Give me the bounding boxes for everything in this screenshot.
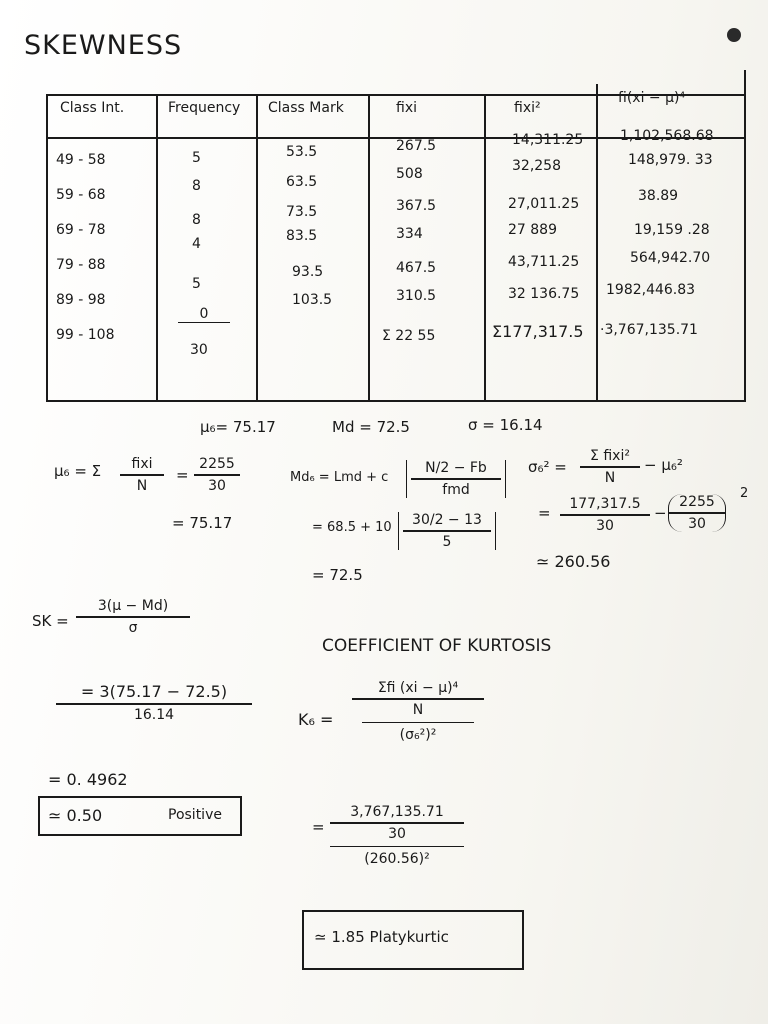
fraction-bar bbox=[330, 822, 464, 824]
fixi-cell: 267.5 bbox=[396, 138, 437, 154]
kurtosis-den-2: (260.56)² bbox=[364, 851, 430, 867]
variance-fraction-3 bbox=[668, 494, 726, 532]
median-num: N/2 − Fb bbox=[425, 460, 487, 476]
median-num-2: 30/2 − 13 bbox=[412, 512, 482, 528]
sk-num: 3(μ − Md) bbox=[97, 598, 169, 614]
variance-result: ≃ 260.56 bbox=[536, 552, 611, 571]
variance-fraction bbox=[580, 448, 640, 486]
header-fixi: fixi bbox=[396, 100, 417, 116]
variance-den-3: 30 bbox=[688, 515, 706, 532]
variance-lhs: σ₆² = bbox=[528, 458, 567, 476]
fi4-cell: 19,159 .28 bbox=[634, 222, 710, 238]
mean-fraction-2 bbox=[194, 456, 240, 494]
kurtosis-boxed-value: ≃ 1.85 Platykurtic bbox=[314, 928, 449, 946]
page-title: SKEWNESS bbox=[24, 30, 183, 61]
header-fixi2: fixi² bbox=[514, 100, 541, 116]
mean-lhs: μ₆ = Σ bbox=[54, 462, 102, 480]
variance-fraction-2 bbox=[560, 496, 650, 534]
variance-minus: − bbox=[654, 504, 667, 522]
mean-fraction bbox=[120, 456, 164, 494]
kurtosis-num-top: Σfi (xi − μ)⁴ bbox=[377, 680, 459, 696]
fraction-bar bbox=[330, 846, 464, 848]
kurtosis-heading: COEFFICIENT OF KURTOSIS bbox=[322, 636, 552, 656]
fixi2-cell: 27,011.25 bbox=[508, 196, 580, 212]
fixi2-total: Σ177,317.5 bbox=[492, 322, 584, 341]
kurtosis-answer-box bbox=[302, 910, 524, 970]
fi4-cell: 564,942.70 bbox=[630, 250, 711, 266]
fraction-bar bbox=[403, 530, 491, 532]
table-col-rule bbox=[46, 94, 48, 402]
mean-eq: = bbox=[176, 466, 189, 484]
variance-eq: = bbox=[538, 504, 551, 522]
fi4-cell: 1982,446.83 bbox=[606, 282, 696, 298]
fraction-bar bbox=[669, 512, 725, 514]
class-int-cell: 59 - 68 bbox=[56, 187, 106, 203]
frequency-cell: 0 bbox=[178, 306, 230, 323]
frequency-cell: 5 bbox=[192, 276, 201, 292]
fraction-bar bbox=[362, 722, 474, 724]
kurtosis-den: (σ₆²)² bbox=[399, 727, 437, 743]
fraction-bar bbox=[560, 514, 650, 516]
fi4-cell: 1,102,568.68 bbox=[620, 128, 714, 144]
sk-boxed-label: Positive bbox=[168, 807, 222, 823]
frequency-cell: 8 bbox=[192, 178, 201, 194]
mean-result: = 75.17 bbox=[172, 514, 233, 532]
fixi2-cell: 14,311.25 bbox=[512, 132, 584, 148]
variance-square: 2 bbox=[740, 486, 749, 501]
sk-den: σ bbox=[128, 619, 138, 636]
variance-num-2: 177,317.5 bbox=[569, 496, 641, 512]
kurtosis-fraction-2 bbox=[330, 804, 464, 867]
variance-den: N bbox=[604, 469, 616, 486]
class-int-cell: 79 - 88 bbox=[56, 257, 106, 273]
sk-lhs: SK = bbox=[32, 612, 69, 630]
table-col-rule bbox=[484, 94, 486, 402]
mean-den: N bbox=[136, 477, 148, 494]
summary-mean: μ₆= 75.17 bbox=[200, 418, 276, 436]
frequency-cell: 4 bbox=[192, 236, 201, 252]
median-den-2: 5 bbox=[442, 533, 452, 550]
sk-boxed-value: ≃ 0.50 bbox=[48, 806, 103, 825]
mean-num-2: 2255 bbox=[199, 456, 235, 472]
fraction-bar bbox=[411, 478, 501, 480]
mean-den-2: 30 bbox=[208, 477, 226, 494]
sk-fraction-2 bbox=[56, 682, 252, 723]
kurtosis-num2-bot: 30 bbox=[388, 825, 406, 842]
sk-fraction bbox=[76, 598, 190, 636]
frequency-table bbox=[46, 70, 746, 402]
fixi-cell: 367.5 bbox=[396, 198, 437, 214]
median-lhs: Md₆ = Lmd + c bbox=[290, 470, 389, 485]
fraction-bar bbox=[76, 616, 190, 618]
sk-den-2: 16.14 bbox=[133, 706, 175, 723]
mean-num: fixi bbox=[131, 456, 153, 472]
fi4-total: ·3,767,135.71 bbox=[600, 322, 698, 338]
sk-result: = 0. 4962 bbox=[48, 770, 128, 789]
median-line2-lhs: = 68.5 + 10 bbox=[312, 520, 392, 535]
class-mark-cell: 73.5 bbox=[286, 204, 318, 220]
fixi2-cell: 27 889 bbox=[508, 222, 557, 238]
fraction-bar bbox=[120, 474, 164, 476]
summary-median: Md = 72.5 bbox=[332, 418, 410, 436]
table-col-rule bbox=[256, 94, 258, 402]
sk-num-2: = 3(75.17 − 72.5) bbox=[80, 682, 228, 701]
header-fi4: fi(xi − μ)⁴ bbox=[618, 90, 686, 106]
header-class-mark: Class Mark bbox=[268, 100, 344, 116]
table-bottom-rule bbox=[46, 400, 746, 402]
kurtosis-eq: = bbox=[312, 818, 325, 836]
median-den: fmd bbox=[442, 481, 470, 498]
fixi-cell: 310.5 bbox=[396, 288, 437, 304]
fraction-bar bbox=[194, 474, 240, 476]
summary-sd: σ = 16.14 bbox=[468, 416, 543, 434]
fixi-cell: 508 bbox=[396, 166, 423, 182]
variance-rhs: − μ₆² bbox=[644, 456, 683, 474]
class-int-cell: 69 - 78 bbox=[56, 222, 106, 238]
kurtosis-num2-top: 3,767,135.71 bbox=[350, 804, 444, 820]
fi4-cell: 148,979. 33 bbox=[628, 152, 713, 168]
header-class-int: Class Int. bbox=[60, 100, 125, 116]
table-col-rule bbox=[596, 84, 598, 402]
sk-answer-box bbox=[38, 796, 242, 836]
class-mark-cell: 103.5 bbox=[292, 292, 333, 308]
table-col-rule bbox=[156, 94, 158, 402]
class-mark-cell: 83.5 bbox=[286, 228, 318, 244]
kurtosis-num-bot: N bbox=[412, 701, 424, 718]
class-mark-cell: 93.5 bbox=[292, 264, 324, 280]
median-fraction bbox=[406, 460, 506, 498]
frequency-cell: 5 bbox=[192, 150, 201, 166]
kurtosis-fraction bbox=[352, 680, 484, 743]
fixi2-cell: 32,258 bbox=[512, 158, 561, 174]
header-frequency: Frequency bbox=[168, 100, 241, 116]
fraction-bar bbox=[352, 698, 484, 700]
frequency-total: 30 bbox=[190, 342, 208, 358]
class-int-cell: 99 - 108 bbox=[56, 327, 115, 343]
class-mark-cell: 63.5 bbox=[286, 174, 318, 190]
fi4-cell: 38.89 bbox=[638, 188, 679, 204]
binder-hole bbox=[727, 28, 741, 42]
fixi2-cell: 32 136.75 bbox=[508, 286, 580, 302]
kurtosis-lhs: K₆ = bbox=[298, 710, 334, 729]
fixi2-cell: 43,711.25 bbox=[508, 254, 580, 270]
variance-num-3: 2255 bbox=[679, 494, 715, 510]
class-int-cell: 89 - 98 bbox=[56, 292, 106, 308]
frequency-cell: 8 bbox=[192, 212, 201, 228]
table-col-rule bbox=[744, 70, 746, 402]
fixi-cell: 467.5 bbox=[396, 260, 437, 276]
table-col-rule bbox=[368, 94, 370, 402]
fixi-cell: 334 bbox=[396, 226, 423, 242]
fraction-bar bbox=[580, 466, 640, 468]
class-int-cell: 49 - 58 bbox=[56, 152, 106, 168]
median-fraction-2 bbox=[398, 512, 496, 550]
variance-num: Σ fixi² bbox=[590, 448, 630, 464]
fixi-total: Σ 22 55 bbox=[382, 328, 436, 344]
variance-den-2: 30 bbox=[596, 517, 614, 534]
class-mark-cell: 53.5 bbox=[286, 144, 318, 160]
fraction-bar bbox=[56, 703, 252, 705]
median-result: = 72.5 bbox=[312, 566, 363, 584]
